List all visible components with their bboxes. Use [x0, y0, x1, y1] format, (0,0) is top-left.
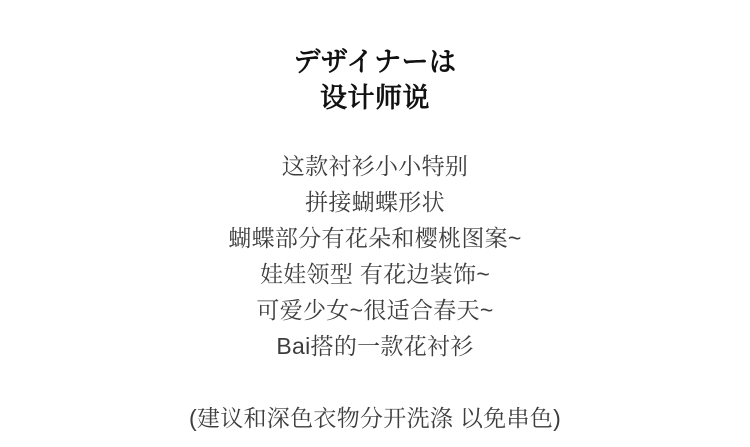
description-line: 这款衬衫小小特别	[281, 153, 469, 179]
washing-care-note: (建议和深色衣物分开洗涤 以免串色)	[188, 405, 562, 431]
heading-line-chinese: 设计师说	[320, 83, 430, 113]
designer-says-heading	[0, 0, 750, 116]
description-line: 蝴蝶部分有花朵和樱桃图案~	[228, 225, 522, 251]
description-line: 拼接蝴蝶形状	[305, 189, 445, 215]
heading-line-japanese: デザイナーは	[293, 47, 457, 77]
description-line: 可爱少女~很适合春天~	[256, 297, 494, 323]
description-line: 娃娃领型 有花边装饰~	[259, 261, 491, 287]
product-description	[0, 148, 750, 364]
description-line: Bai搭的一款花衬衫	[276, 333, 474, 359]
